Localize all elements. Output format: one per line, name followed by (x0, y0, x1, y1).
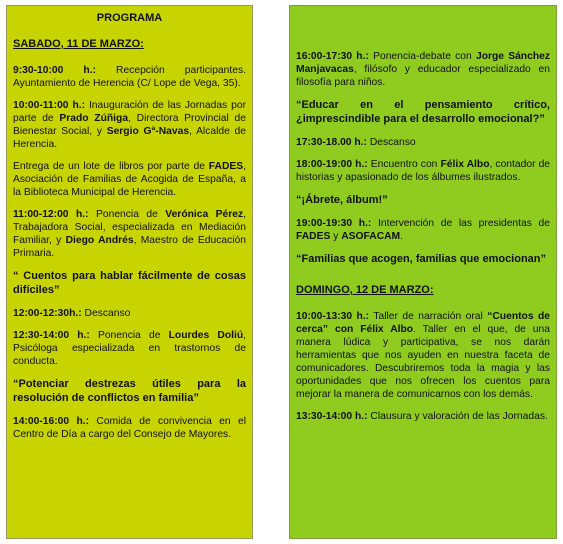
event-lunch (13, 415, 246, 441)
speaker-name: Lourdes Doliú (168, 330, 244, 341)
event-time: 12:00-12:30h.: (13, 308, 82, 319)
event-text: Ponencia de (88, 209, 166, 220)
event-text: , contador de historias y apasionado de los álbumes ilustrados. (296, 159, 551, 183)
event-text: Encuentro con (367, 159, 441, 170)
event-time: 9:30-10:00 h.: (13, 65, 96, 76)
event-text: , Psicóloga especializada en trastornos de conducta. (13, 330, 247, 367)
speaker-name: Diego Andrés (65, 235, 134, 246)
event-time: 10:00-11:00 h.: (13, 100, 86, 111)
event-text: Recepción participantes. Ayuntamiento de Herencia (C/ Lope de Vega, 35). (13, 65, 246, 89)
organization-name: ASOFACAM (341, 231, 401, 242)
event-text: , Trabajadora Social, especializada en Mediación Familiar, y (13, 209, 246, 246)
speaker-name: Verónica Pérez (165, 209, 244, 220)
event-time: 11:00-12:00 h.: (13, 209, 89, 220)
talk-title: “Educar en el pensamiento crítico, ¿imprescindible para el desarrollo emocional?” (296, 99, 550, 125)
event-reception (13, 64, 246, 90)
event-break (296, 136, 550, 149)
event-time: 14:00-16:00 h.: (13, 416, 90, 427)
event-debate (296, 50, 550, 89)
event-text: Descanso (81, 308, 131, 319)
event-text: , Directora Provincial de Bienestar Social, y (13, 113, 246, 137)
event-time: 16:00-17:30 h.: (296, 51, 369, 62)
event-text: Clausura y valoración de las Jornadas. (367, 411, 548, 422)
talk-title: “Familias que acogen, familias que emocionan” (296, 253, 547, 265)
event-text: Inauguración de las Jornadas por parte de (13, 100, 246, 124)
event-text: Intervención de las presidentas de (371, 218, 551, 229)
event-text: Entrega de un lote de libros por parte de (13, 161, 209, 172)
right-column (289, 5, 557, 539)
talk-title: “ Cuentos para hablar fácilmente de cosas difíciles” (13, 270, 246, 296)
event-text: . (400, 231, 404, 242)
event-text: . Taller en el que, de una manera lúdica y participativa, se nos darán herramientas que nos ayuden en nuestra faceta de comunicadores. Descubriremos toda la magia y las oportunidades que nos ofrecen los cuentos para mejorar la manera de comunicarnos con los demás. (296, 324, 550, 400)
event-closing (296, 410, 550, 423)
talk-title: “Potenciar destrezas útiles para la resolución de conflictos en familia” (13, 378, 246, 404)
event-break (13, 307, 246, 320)
event-inauguration (13, 99, 246, 151)
speaker-name: Prado Zúñiga (59, 113, 129, 124)
program-title: PROGRAMA (96, 12, 163, 24)
event-workshop (296, 310, 550, 401)
event-time: 13:30-14:00 h.: (296, 411, 368, 422)
event-time: 12:30-14:00 h.: (13, 330, 90, 341)
event-text: Ponencia-debate con (368, 51, 476, 62)
event-text: , Alcalde de Herencia. (13, 126, 247, 150)
sunday-heading: DOMINGO, 12 DE MARZO: (296, 284, 434, 296)
saturday-heading: SABADO, 11 DE MARZO: (13, 38, 144, 50)
event-meeting (296, 158, 550, 184)
event-time: 10:00-13:30 h.: (296, 311, 370, 322)
speaker-name: Sergio Gª-Navas (106, 126, 190, 137)
event-time: 18:00-19:00 h.: (296, 159, 368, 170)
workshop-title: “Cuentos de cerca” con Félix Albo (296, 311, 550, 335)
event-text: y (330, 231, 342, 242)
event-text: , filósofo y educador especializado en filosofía para niños. (296, 64, 550, 88)
event-text: Descanso (366, 137, 416, 148)
event-talk-2 (13, 329, 246, 368)
event-text: Ponencia de (89, 330, 169, 341)
event-talk-1 (13, 208, 246, 260)
speaker-name: Jorge Sánchez Manjavacas (296, 51, 550, 75)
event-books (13, 160, 246, 199)
event-time: 19:00-19:30 h.: (296, 218, 372, 229)
event-text: Taller de narración oral (369, 311, 488, 322)
talk-title: “¡Ábrete, álbum!” (296, 194, 388, 206)
organization-name: FADES (208, 161, 244, 172)
event-text: Comida de convivencia en el Centro de Día a cargo del Consejo de Mayores. (13, 416, 246, 440)
event-time: 17:30-18.00 h.: (296, 137, 367, 148)
event-text: , Asociación de Familias de Acogida de España, a la Biblioteca Municipal de Herencia. (13, 161, 246, 198)
event-presidents (296, 217, 550, 243)
organization-name: FADES (296, 231, 331, 242)
left-column (6, 5, 253, 539)
speaker-name: Félix Albo (440, 159, 490, 170)
event-text: , Maestro de Educación Primaria. (13, 235, 247, 259)
